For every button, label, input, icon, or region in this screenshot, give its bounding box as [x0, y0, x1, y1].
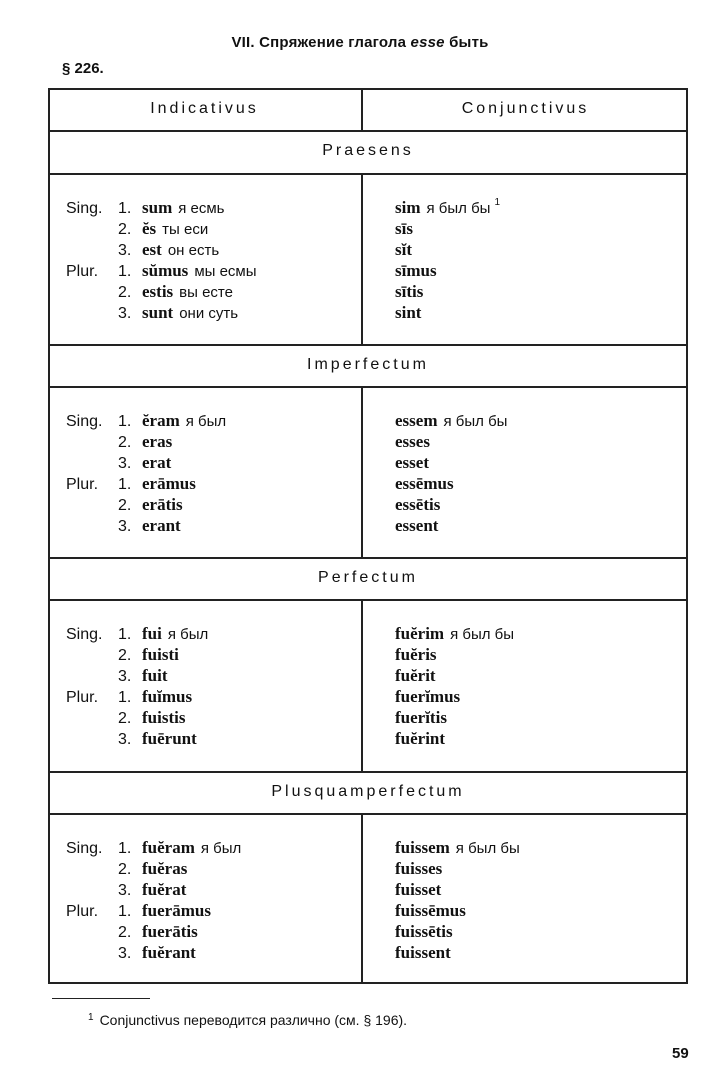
latin-form: fuĕris — [395, 645, 437, 664]
latin-form: essent — [395, 516, 439, 535]
indicative-row — [66, 494, 183, 515]
footnote-rule — [52, 998, 150, 999]
conjunctive-row — [395, 707, 447, 728]
person-number: 1. — [118, 263, 132, 280]
indicative-row — [66, 302, 238, 323]
person-number: 1. — [118, 903, 132, 920]
latin-form: fuĕram — [142, 838, 195, 857]
person-number: 1. — [118, 626, 132, 643]
title-verb: esse — [410, 34, 445, 51]
chapter-title — [0, 34, 720, 51]
translation: я был — [185, 413, 227, 430]
conjunctive-row — [395, 728, 445, 749]
conjunctive-row — [395, 515, 438, 536]
table-rule — [48, 344, 688, 346]
latin-form: fuit — [142, 666, 168, 685]
indicative-row — [66, 665, 168, 686]
conjunctive-row — [395, 686, 460, 707]
column-header-conjunctive: Conjunctivus — [461, 100, 590, 117]
latin-form: ĕram — [142, 411, 180, 430]
translation: ты еси — [162, 221, 209, 238]
indicative-row — [66, 623, 208, 644]
latin-form: essēmus — [395, 474, 454, 493]
translation: мы есмы — [194, 263, 257, 280]
latin-form: sĭt — [395, 240, 412, 259]
column-divider — [361, 599, 363, 771]
number-label: Sing. — [66, 626, 103, 643]
latin-form: fuĕrint — [395, 729, 446, 748]
person-number: 3. — [118, 731, 132, 748]
person-number: 2. — [118, 497, 132, 514]
table-rule — [48, 771, 688, 773]
latin-form: sīs — [395, 219, 413, 238]
translation: я был бы — [450, 626, 515, 643]
translation: вы есте — [179, 284, 233, 301]
latin-form: fuĕrit — [395, 666, 436, 685]
latin-form: fuissēmus — [395, 901, 466, 920]
translation: я есмь — [178, 200, 225, 217]
conjunctive-row — [395, 942, 451, 963]
latin-form: fuērunt — [142, 729, 197, 748]
number-label: Plur. — [66, 263, 99, 280]
latin-form: essem — [395, 411, 438, 430]
section-number: § 226. — [62, 60, 104, 77]
conjunctive-row — [395, 879, 441, 900]
conjunctive-row — [395, 281, 423, 302]
latin-form: sum — [142, 198, 173, 217]
column-divider — [361, 813, 363, 984]
indicative-row — [66, 858, 187, 879]
indicative-row — [66, 837, 241, 858]
table-rule — [48, 130, 688, 132]
indicative-row — [66, 218, 208, 239]
tense-heading: Plusquamperfectum — [271, 783, 465, 800]
conjunctive-row — [395, 452, 429, 473]
latin-form: eras — [142, 432, 173, 451]
latin-form: sint — [395, 303, 422, 322]
translation: я был — [167, 626, 209, 643]
table-rule — [48, 813, 688, 815]
latin-form: fuerātis — [142, 922, 198, 941]
number-label: Plur. — [66, 903, 99, 920]
person-number: 2. — [118, 284, 132, 301]
conjunctive-row — [395, 260, 437, 281]
indicative-row — [66, 728, 197, 749]
latin-form: erant — [142, 516, 181, 535]
latin-form: erātis — [142, 495, 183, 514]
tense-heading: Praesens — [322, 142, 414, 159]
latin-form: fuerāmus — [142, 901, 211, 920]
conjunctive-row — [395, 218, 413, 239]
person-number: 3. — [118, 305, 132, 322]
latin-form: essētis — [395, 495, 441, 514]
column-header-indicative: Indicativus — [150, 100, 259, 117]
table-rule — [48, 386, 688, 388]
conjunctive-row — [395, 900, 466, 921]
latin-form: fuĕras — [142, 859, 188, 878]
title-prefix: VII. Спряжение глагола — [231, 34, 407, 51]
number-label: Sing. — [66, 413, 103, 430]
latin-form: sŭmus — [142, 261, 189, 280]
latin-form: fuissent — [395, 943, 451, 962]
latin-form: fui — [142, 624, 162, 643]
table-rule — [48, 173, 688, 175]
latin-form: fuĭmus — [142, 687, 193, 706]
indicative-row — [66, 644, 179, 665]
tense-heading: Perfectum — [318, 569, 418, 586]
translation: я был — [200, 840, 242, 857]
number-label: Sing. — [66, 840, 103, 857]
latin-form: fuissem — [395, 838, 450, 857]
latin-form: fuisses — [395, 859, 443, 878]
person-number: 2. — [118, 710, 132, 727]
conjunctive-row — [395, 473, 454, 494]
person-number: 1. — [118, 689, 132, 706]
person-number: 2. — [118, 434, 132, 451]
conjunctive-row — [395, 623, 514, 644]
title-suffix: быть — [449, 34, 489, 51]
table-rule — [48, 557, 688, 559]
latin-form: est — [142, 240, 162, 259]
column-divider — [361, 386, 363, 557]
latin-form: ĕs — [142, 219, 157, 238]
person-number: 3. — [118, 882, 132, 899]
person-number: 1. — [118, 840, 132, 857]
number-label: Plur. — [66, 476, 99, 493]
person-number: 3. — [118, 668, 132, 685]
page-number: 59 — [672, 1045, 689, 1062]
latin-form: sunt — [142, 303, 174, 322]
conjunctive-row — [395, 431, 430, 452]
conjunctive-row — [395, 197, 500, 218]
person-number: 3. — [118, 242, 132, 259]
latin-form: esses — [395, 432, 430, 451]
latin-form: sītis — [395, 282, 424, 301]
latin-form: estis — [142, 282, 174, 301]
conjunctive-row — [395, 665, 436, 686]
indicative-row — [66, 473, 196, 494]
latin-form: fuĕrim — [395, 624, 445, 643]
latin-form: esset — [395, 453, 429, 472]
person-number: 3. — [118, 945, 132, 962]
person-number: 2. — [118, 647, 132, 664]
footnote-mark: 1 — [88, 1012, 94, 1023]
indicative-row — [66, 431, 172, 452]
indicative-row — [66, 879, 186, 900]
latin-form: erāmus — [142, 474, 196, 493]
person-number: 2. — [118, 861, 132, 878]
number-label: Plur. — [66, 689, 99, 706]
person-number: 1. — [118, 413, 132, 430]
footnote-reference: 1 — [494, 197, 501, 208]
indicative-row — [66, 281, 233, 302]
latin-form: fuĕrat — [142, 880, 187, 899]
latin-form: erat — [142, 453, 172, 472]
person-number: 2. — [118, 924, 132, 941]
conjunctive-row — [395, 494, 440, 515]
indicative-row — [66, 410, 226, 431]
indicative-row — [66, 260, 257, 281]
indicative-row — [66, 900, 211, 921]
person-number: 1. — [118, 476, 132, 493]
person-number: 3. — [118, 455, 132, 472]
latin-form: fuerĭtis — [395, 708, 447, 727]
translation: они суть — [179, 305, 239, 322]
conjunctive-row — [395, 410, 507, 431]
translation: он есть — [167, 242, 220, 259]
person-number: 1. — [118, 200, 132, 217]
latin-form: fuerĭmus — [395, 687, 461, 706]
indicative-row — [66, 452, 171, 473]
column-divider — [361, 173, 363, 344]
conjunctive-row — [395, 837, 520, 858]
latin-form: sim — [395, 198, 421, 217]
table-rule — [48, 88, 688, 90]
conjunctive-row — [395, 302, 421, 323]
indicative-row — [66, 942, 196, 963]
latin-form: fuisset — [395, 880, 442, 899]
person-number: 3. — [118, 518, 132, 535]
conjunctive-row — [395, 858, 442, 879]
latin-form: fuĕrant — [142, 943, 196, 962]
indicative-row — [66, 197, 225, 218]
conjunctive-row — [395, 239, 412, 260]
indicative-row — [66, 515, 181, 536]
indicative-row — [66, 239, 219, 260]
footnote-text: Conjunctivus переводится различно (см. § 196). — [99, 1012, 408, 1028]
person-number: 2. — [118, 221, 132, 238]
conjunctive-row — [395, 921, 453, 942]
latin-form: fuistis — [142, 708, 186, 727]
translation: я был бы — [443, 413, 508, 430]
latin-form: sīmus — [395, 261, 437, 280]
latin-form: fuissētis — [395, 922, 453, 941]
latin-form: fuisti — [142, 645, 179, 664]
tense-heading: Imperfectum — [307, 356, 429, 373]
number-label: Sing. — [66, 200, 103, 217]
conjunctive-row — [395, 644, 437, 665]
footnote — [88, 1012, 407, 1028]
indicative-row — [66, 707, 185, 728]
indicative-row — [66, 921, 198, 942]
indicative-row — [66, 686, 192, 707]
translation: я был бы — [426, 200, 491, 217]
table-rule — [48, 599, 688, 601]
translation: я был бы — [455, 840, 520, 857]
